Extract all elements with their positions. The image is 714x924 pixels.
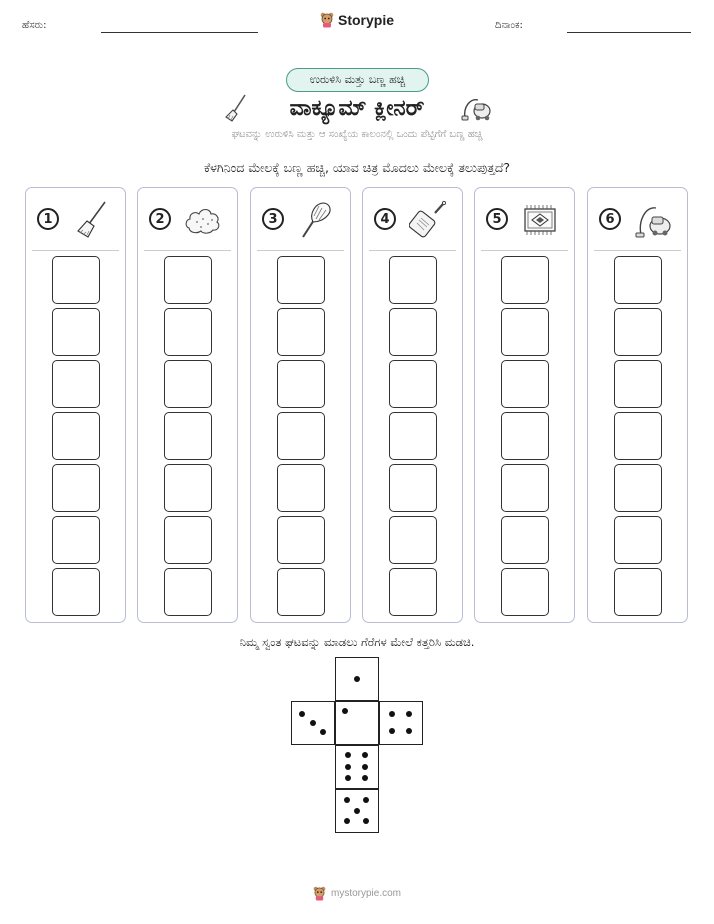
coloring-box[interactable] (501, 412, 549, 460)
column-divider (257, 250, 344, 251)
die-pip (362, 752, 368, 758)
question-text: ಕೆಳಗಿನಿಂದ ಮೇಲಕ್ಕೆ ಬಣ್ಣ ಹಚ್ಚಿ, ಯಾವ ಚಿತ್ರ ಮೊದಲು ಮೇಲಕ್ಕೆ ತಲುಪುತ್ತದೆ? (203, 160, 511, 175)
coloring-box[interactable] (614, 516, 662, 564)
column-number: 1 (37, 208, 59, 230)
coloring-box[interactable] (389, 568, 437, 616)
coloring-box[interactable] (52, 464, 100, 512)
name-label: ಹೆಸರು: (22, 20, 47, 31)
coloring-box[interactable] (164, 516, 212, 564)
coloring-box[interactable] (389, 308, 437, 356)
coloring-box[interactable] (277, 256, 325, 304)
coloring-box[interactable] (277, 464, 325, 512)
die-face-left (291, 701, 335, 745)
coloring-box[interactable] (52, 256, 100, 304)
coloring-box[interactable] (164, 464, 212, 512)
die-pip (362, 764, 368, 770)
coloring-box[interactable] (164, 412, 212, 460)
brand-logo (0, 12, 714, 28)
coloring-box[interactable] (501, 464, 549, 512)
coloring-box[interactable] (501, 360, 549, 408)
name-line (101, 32, 258, 33)
coloring-box[interactable] (52, 360, 100, 408)
coloring-box[interactable] (614, 568, 662, 616)
die-pip (320, 729, 326, 735)
column-number: 4 (374, 208, 396, 230)
brand-name: Storypie (337, 12, 394, 28)
coloring-box[interactable] (614, 360, 662, 408)
column-divider (369, 250, 456, 251)
column-4 (362, 187, 463, 623)
vacuum-cleaner-icon (634, 200, 672, 240)
column-5 (474, 187, 575, 623)
coloring-box[interactable] (52, 516, 100, 564)
die-pip (389, 711, 395, 717)
coloring-box[interactable] (614, 412, 662, 460)
column-divider (32, 250, 119, 251)
column-number: 5 (486, 208, 508, 230)
rug-icon (521, 200, 559, 240)
page-title: ವಾಕ್ಯೂಮ್ ಕ್ಲೀನರ್ (289, 96, 425, 121)
column-number: 2 (149, 208, 171, 230)
coloring-box[interactable] (389, 464, 437, 512)
coloring-box[interactable] (52, 568, 100, 616)
coloring-box[interactable] (614, 256, 662, 304)
coloring-box[interactable] (277, 516, 325, 564)
column-6 (587, 187, 688, 623)
die-pip (389, 728, 395, 734)
column-3 (250, 187, 351, 623)
column-number: 3 (262, 208, 284, 230)
column-divider (144, 250, 231, 251)
die-face-bottom (335, 789, 379, 833)
die-pip (344, 818, 350, 824)
column-divider (594, 250, 681, 251)
die-pip (345, 775, 351, 781)
coloring-box[interactable] (614, 464, 662, 512)
die-pip (310, 720, 316, 726)
coloring-box[interactable] (501, 308, 549, 356)
coloring-box[interactable] (501, 256, 549, 304)
die-pip (345, 764, 351, 770)
die-face-lower (335, 745, 379, 789)
coloring-box[interactable] (389, 256, 437, 304)
coloring-box[interactable] (501, 516, 549, 564)
die-pip (406, 711, 412, 717)
footer-url[interactable]: mystorypie.com (330, 888, 401, 899)
dust-cloud-icon (184, 200, 222, 240)
die-face-center (335, 701, 379, 745)
die-face-right (379, 701, 423, 745)
die-pip (344, 797, 350, 803)
die-pip (342, 708, 348, 714)
die-pip (299, 711, 305, 717)
coloring-box[interactable] (389, 360, 437, 408)
die-face-top (335, 657, 379, 701)
storypie-mascot-icon (320, 12, 334, 28)
coloring-box[interactable] (277, 308, 325, 356)
coloring-box[interactable] (164, 308, 212, 356)
storypie-mascot-icon (313, 886, 326, 901)
coloring-box[interactable] (52, 412, 100, 460)
column-2 (137, 187, 238, 623)
coloring-box[interactable] (164, 568, 212, 616)
die-pip (363, 818, 369, 824)
date-label: ದಿನಾಂಕ: (495, 20, 523, 31)
coloring-box[interactable] (277, 412, 325, 460)
die-pip (345, 752, 351, 758)
coloring-box[interactable] (52, 308, 100, 356)
coloring-box[interactable] (164, 360, 212, 408)
dustpan-icon (409, 200, 447, 240)
coloring-box[interactable] (164, 256, 212, 304)
footer (0, 886, 714, 901)
die-pip (362, 775, 368, 781)
activity-type-badge: ಉರುಳಿಸಿ ಮತ್ತು ಬಣ್ಣ ಹಚ್ಚಿ (286, 68, 429, 92)
coloring-box[interactable] (389, 516, 437, 564)
die-pip (354, 676, 360, 682)
die-pip (354, 808, 360, 814)
column-divider (481, 250, 568, 251)
instruction-text: ಘಟವನ್ನು ಉರುಳಿಸಿ ಮತ್ತು ಆ ಸಂಖ್ಯೆಯ ಕಾಲಂನಲ್ಲಿ ಒಂದು ಪೆಟ್ಟಿಗೆಗೆ ಬಣ್ಣ ಹಚ್ಚಿ (231, 129, 483, 140)
die-pip (363, 797, 369, 803)
feather-duster-icon (297, 200, 335, 240)
column-1 (25, 187, 126, 623)
vacuum-title-icon (461, 94, 493, 122)
coloring-box[interactable] (389, 412, 437, 460)
coloring-box[interactable] (614, 308, 662, 356)
fold-instruction: ನಿಮ್ಮ ಸ್ವಂತ ಘಟವನ್ನು ಮಾಡಲು ಗೆರೆಗಳ ಮೇಲೆ ಕತ್ತರಿಸಿ ಮಡಚಿ. (239, 635, 475, 649)
coloring-box[interactable] (277, 360, 325, 408)
coloring-box[interactable] (277, 568, 325, 616)
column-number: 6 (599, 208, 621, 230)
date-line (567, 32, 691, 33)
coloring-box[interactable] (501, 568, 549, 616)
die-pip (406, 728, 412, 734)
broom-icon (72, 200, 110, 240)
